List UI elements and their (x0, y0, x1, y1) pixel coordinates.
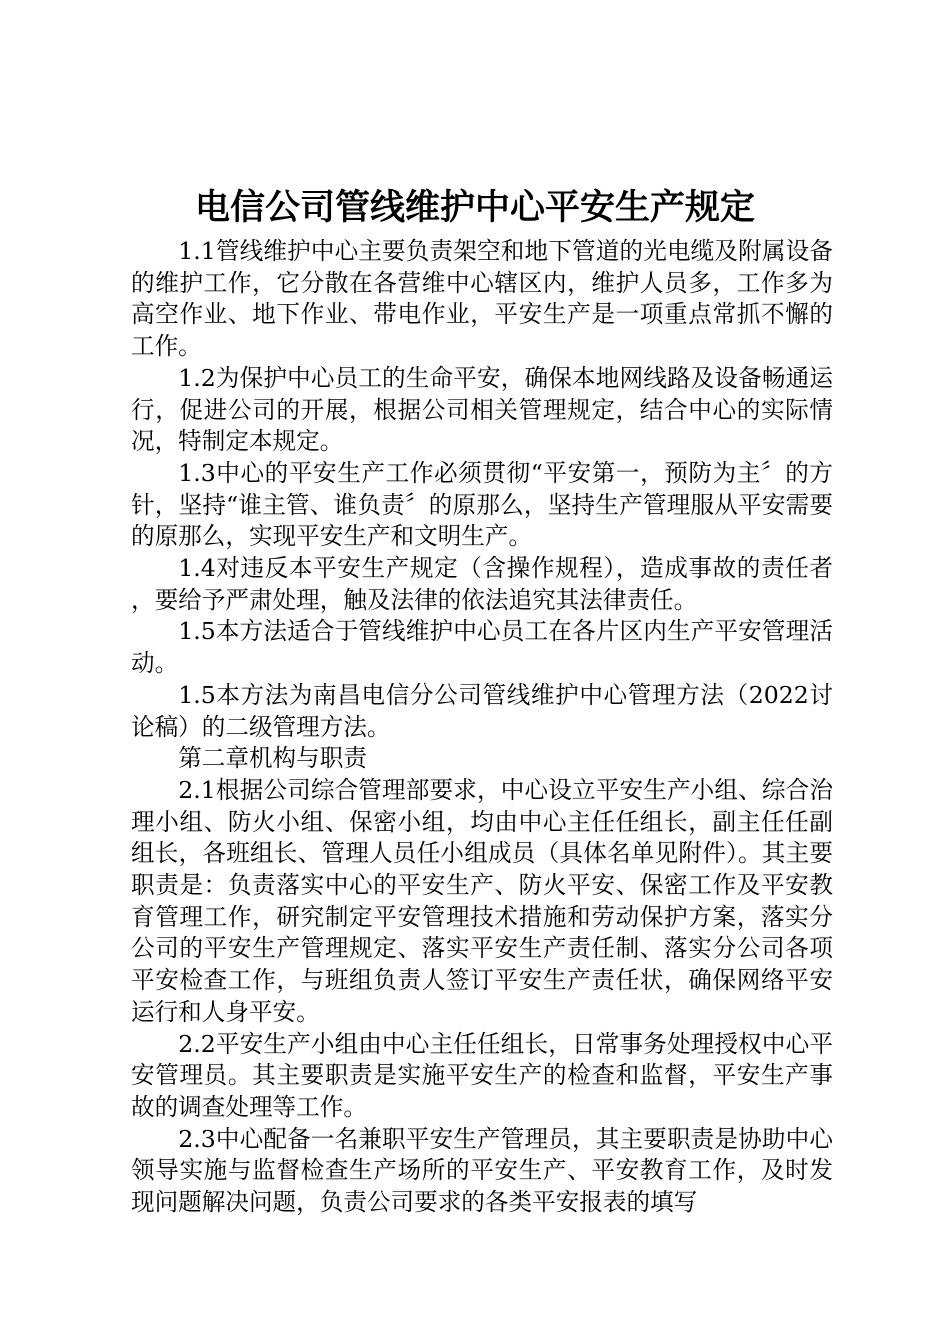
paragraph-1-1: 1.1管线维护中心主要负责架空和地下管道的光电缆及附属设备的维护工作，它分散在各营维中心辖区内，维护人员多，工作多为高空作业、地下作业、带电作业，平安生产是一项重点常抓不懈的工作。 (131, 237, 833, 361)
paragraph-1-2: 1.2为保护中心员工的生命平安，确保本地网线路及设备畅通运行，促进公司的开展，根据公司相关管理规定，结合中心的实际情况，特制定本规定。 (131, 363, 833, 456)
paragraph-2-1: 2.1根据公司综合管理部要求，中心设立平安生产小组、综合治理小组、防火小组、保密小组，均由中心主任任组长，副主任任副组长，各班组长、管理人员任小组成员（具体名单见附件）。其主要职责是：负责落实中心的平安生产、防火平安、保密工作及平安教育管理工作，研究制定平安管理技术措施和劳动保护方案，落实分公司的平安生产管理规定、落实平安生产责任制、落实分公司各项平安检查工作，与班组负责人签订平安生产责任状，确保网络平安运行和人身平安。 (131, 775, 833, 1026)
paragraph-1-5-level: 1.5本方法为南昌电信分公司管线维护中心管理方法（2022讨论稿）的二级管理方法。 (131, 680, 833, 741)
paragraph-1-4: 1.4对违反本平安生产规定（含操作规程），造成事故的责任者，要给予严肃处理，触及法律的依法追究其法律责任。 (131, 554, 833, 614)
paragraph-1-3: 1.3中心的平安生产工作必须贯彻“平安第一，预防为主〞的方针，坚持“谁主管、谁负责〞的原那么，坚持生产管理服从平安需要的原那么，实现平安生产和文明生产。 (131, 458, 833, 551)
document-body (131, 236, 833, 1219)
document-title: 电信公司管线维护中心平安生产规定 (194, 187, 755, 228)
paragraph-1-5-scope: 1.5本方法适合于管线维护中心员工在各片区内生产平安管理活动。 (131, 617, 833, 678)
chapter-heading: 第二章机构与职责 (178, 744, 367, 773)
paragraph-2-2: 2.2平安生产小组由中心主任任组长，日常事务处理授权中心平安管理员。其主要职责是实施平安生产的检查和监督，平安生产事故的调查处理等工作。 (131, 1029, 833, 1121)
paragraph-2-3: 2.3中心配备一名兼职平安生产管理员，其主要职责是协助中心领导实施与监督检查生产场所的平安生产、平安教育工作，及时发现问题解决问题，负责公司要求的各类平安报表的填写 (131, 1124, 833, 1217)
